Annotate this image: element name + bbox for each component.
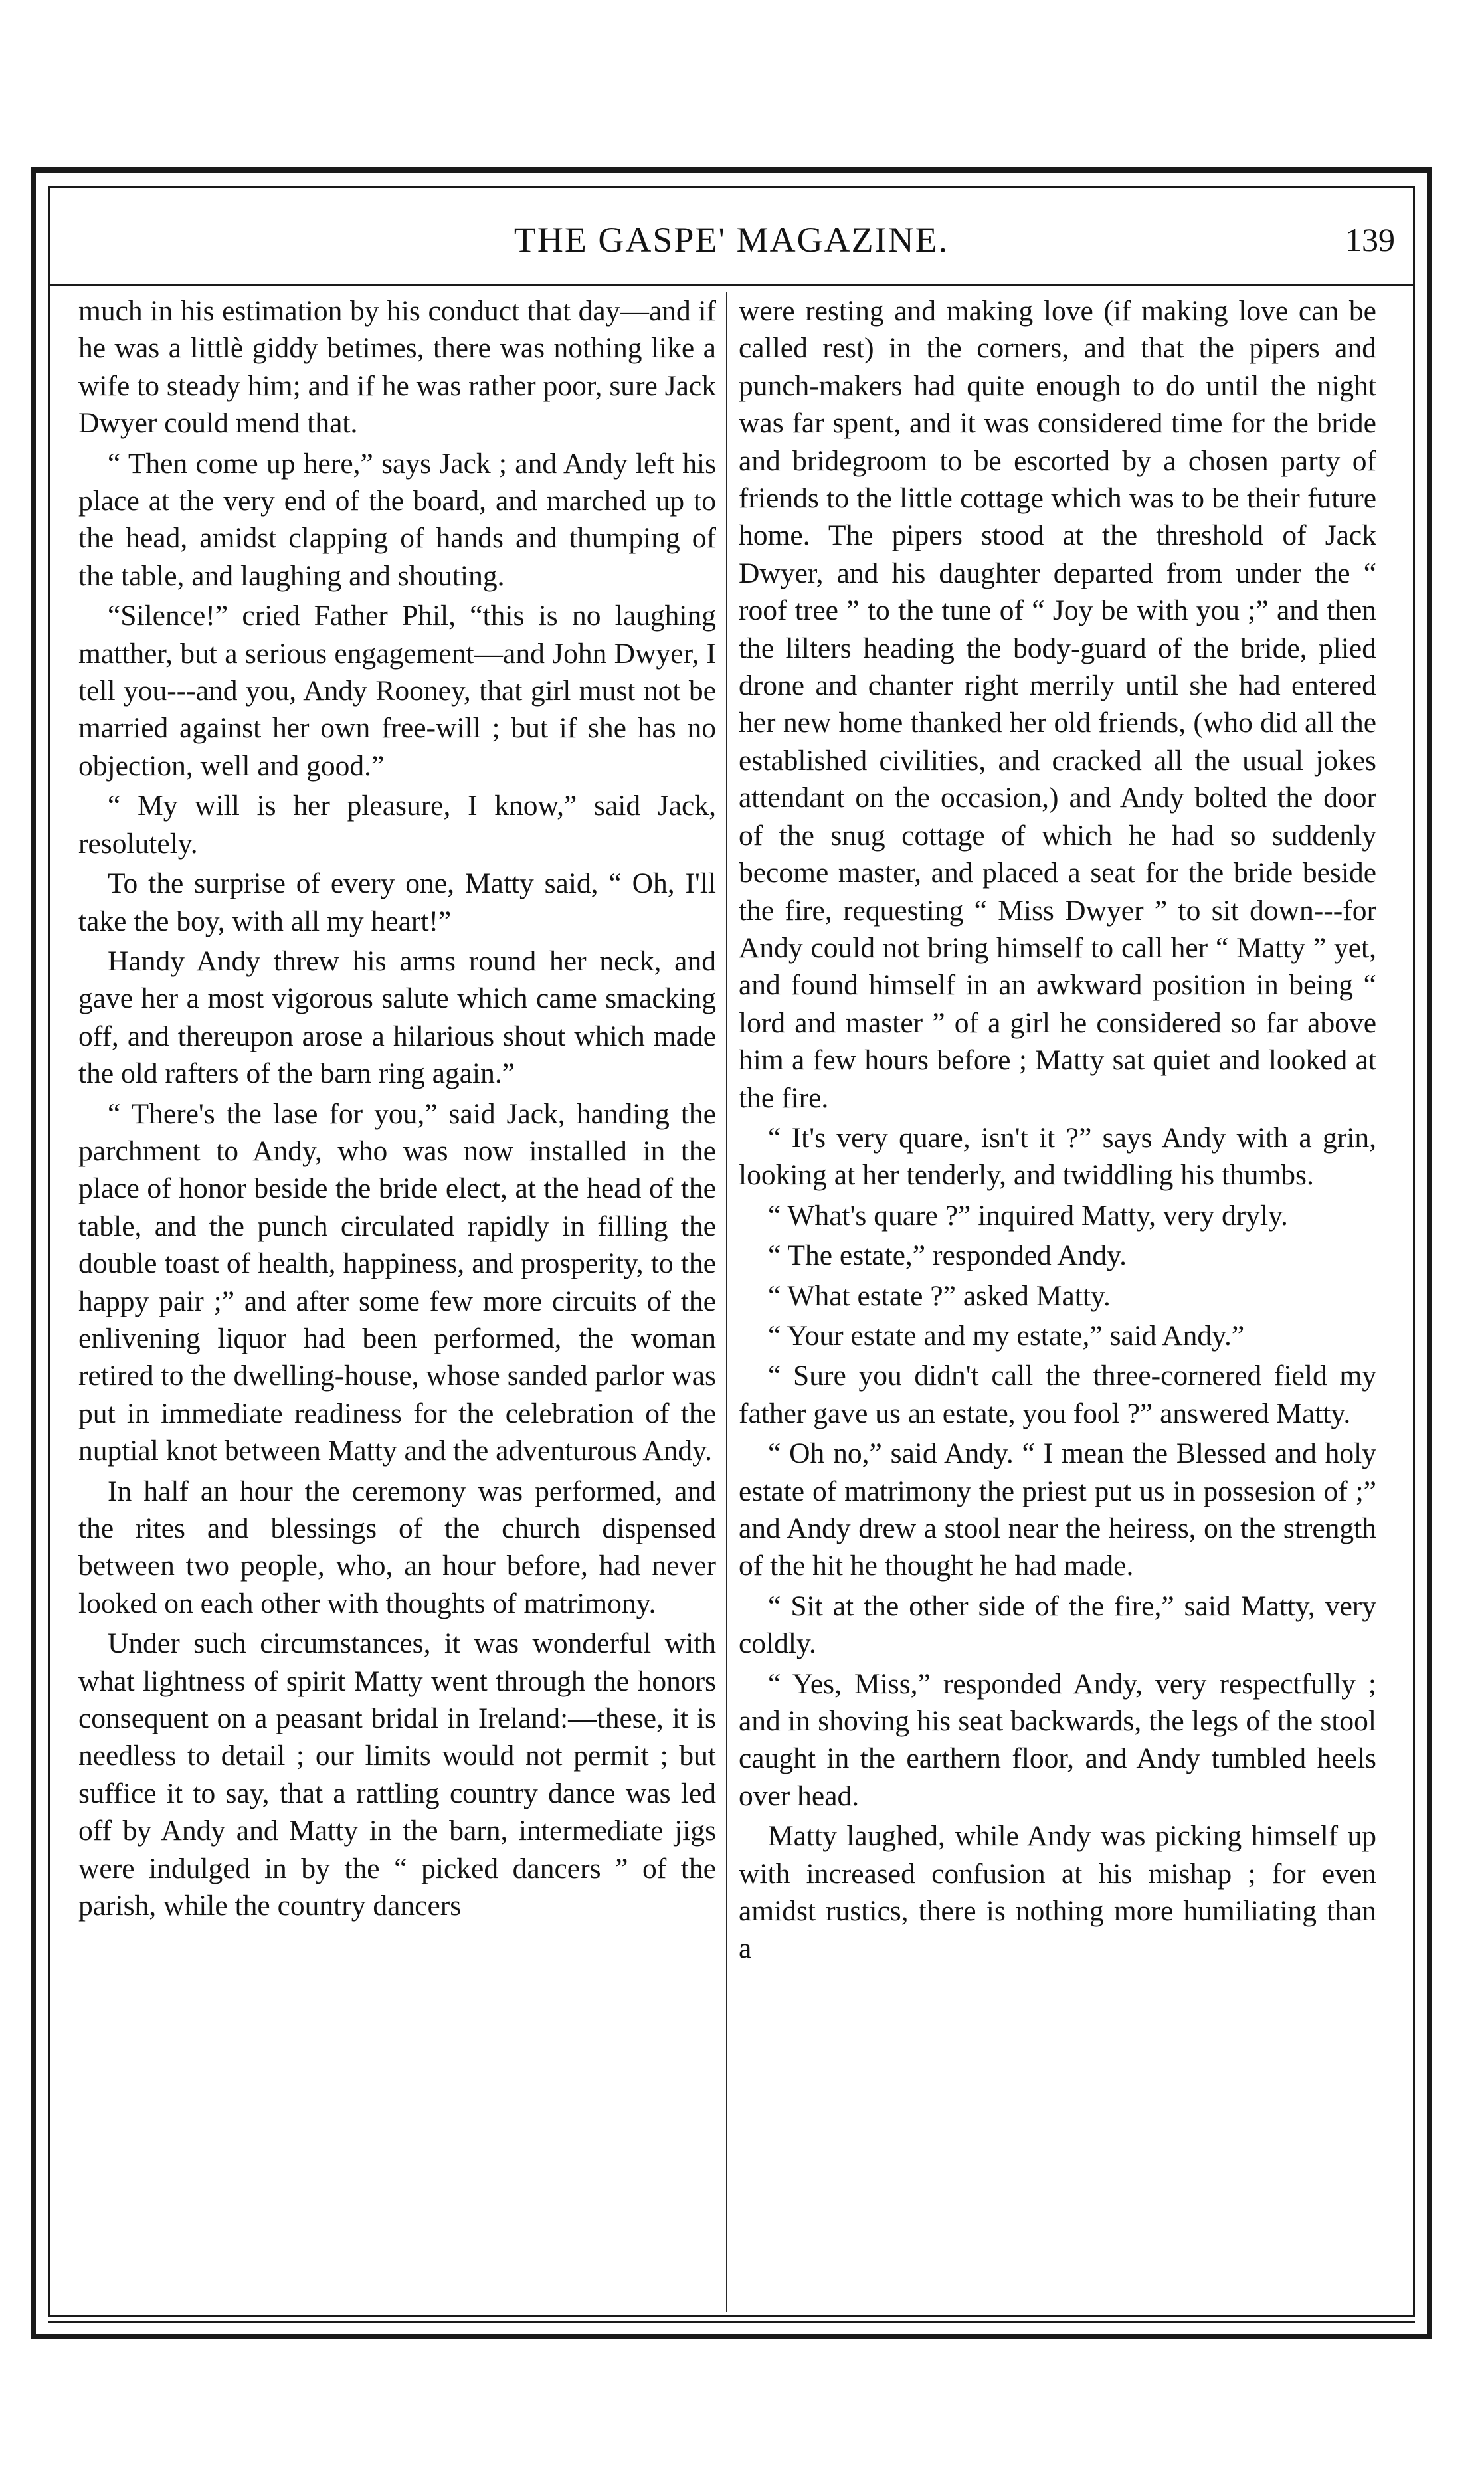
bottom-rule	[48, 2321, 1415, 2323]
paragraph: much in his estimation by his conduct that day—and if he was a littlè giddy betimes, there was nothing like a wife to steady him; and if he was rather poor, sure Jack Dwyer could mend that.	[78, 295, 716, 440]
paragraph: “ The estate,” responded Andy.	[768, 1239, 1127, 1272]
paragraph: “ Yes, Miss,” responded Andy, very respectfully ; and in shoving his seat backwards, the legs of the stool caught in the earthern floor, and Andy tumbled heels over head.	[739, 1667, 1376, 1812]
column-divider	[726, 292, 727, 2312]
paragraph: “ What estate ?” asked Matty.	[768, 1279, 1111, 1312]
paragraph: “ Sure you didn't call the three-cornered field my father gave us an estate, you fool ?” answered Matty.	[739, 1360, 1376, 1429]
page-header	[48, 186, 1415, 286]
page-number: 139	[1345, 221, 1395, 258]
paragraph: “Silence!” cried Father Phil, “this is no laughing matther, but a serious engagement—and John Dwyer, I tell you---and you, Andy Rooney, that girl must not be married against her own free-will ; but if she has no objection, well and good.”	[78, 600, 716, 782]
paragraph: Matty laughed, while Andy was picking himself up with increased confusion at his mishap ; for even amidst rustics, there is nothing more humiliating than a	[739, 1820, 1376, 1965]
paragraph: “ My will is her pleasure, I know,” said Jack, resolutely.	[78, 790, 716, 860]
paragraph: were resting and making love (if making love can be called rest) in the corners, and that the pipers and punch-makers had quite enough to do until the night was far spent, and it was considered time for the bride and bridegroom to be escorted by a chosen party of friends to the little cottage which was to be their future home. The pipers stood at the threshold of Jack Dwyer, and his daughter departed from under the “ roof tree ” to the tune of “ Joy be with you ;” and then the lilters heading the body-guard of the bride, plied drone and chanter right merrily until she had entered her new home thanked her old friends, (who did all the established civilities, and cracked all the usual jokes attendant on the occasion,) and Andy bolted the door of the snug cottage of which he had so suddenly become master, and placed a seat for the bride beside the fire, requesting “ Miss Dwyer ” to sit down---for Andy could not bring himself to call her “ Matty ” yet, and found himself in an awkward position in being “ lord and master ” of a girl he considered so far above him a few hours before ; Matty sat quiet and looked at the fire.	[739, 295, 1376, 1114]
paragraph: “ Oh no,” said Andy. “ I mean the Blessed and holy estate of matrimony the priest put us in possesion of ;” and Andy drew a stool near the heiress, on the strength of the hit he thought he had made.	[739, 1437, 1376, 1582]
paragraph: “ What's quare ?” inquired Matty, very dryly.	[768, 1199, 1288, 1232]
paragraph: In half an hour the ceremony was performed, and the rites and blessings of the church dispensed between two people, who, an hour before, had never looked on each other with thoughts of matrimony.	[78, 1475, 716, 1619]
right-column	[739, 292, 1376, 1968]
paragraph: “ Your estate and my estate,” said Andy.”	[768, 1319, 1245, 1352]
paragraph: Under such circumstances, it was wonderful with what lightness of spirit Matty went through the honors consequent on a peasant bridal in Ireland:—these, it is needless to detail ; our limits would not permit ; but suffice it to say, that a rattling country dance was led off by Andy and Matty in the barn, intermediate jigs were indulged in by the “ picked dancers ” of the parish, while the country dancers	[78, 1627, 716, 1922]
paragraph: “ It's very quare, isn't it ?” says Andy with a grin, looking at her tenderly, and twiddling his thumbs.	[739, 1121, 1376, 1192]
running-title: THE GASPE' MAGAZINE.	[513, 220, 949, 260]
paragraph: Handy Andy threw his arms round her neck, and gave her a most vigorous salute which came smacking off, and thereupon arose a hilarious shout which made the old rafters of the barn ring again.”	[78, 945, 716, 1090]
paragraph: “ Then come up here,” says Jack ; and Andy left his place at the very end of the board, and marched up to the head, amidst clapping of hands and thumping of the table, and laughing and shouting.	[78, 447, 716, 592]
paragraph: To the surprise of every one, Matty said, “ Oh, I'll take the boy, with all my heart!”	[78, 868, 716, 937]
left-column	[78, 292, 716, 1924]
paragraph: “ Sit at the other side of the fire,” said Matty, very coldly.	[739, 1590, 1376, 1660]
paragraph: “ There's the lase for you,” said Jack, handing the parchment to Andy, who was now installed in the place of honor beside the bride elect, at the head of the table, and the punch circulated rapidly in filling the double toast of health, happiness, and prosperity, to the happy pair ;” and after some few more circuits of the enlivening liquor had been performed, the woman retired to the dwelling-house, whose sanded parlor was put in immediate readiness for the celebration of the nuptial knot between Matty and the adventurous Andy.	[78, 1097, 716, 1467]
